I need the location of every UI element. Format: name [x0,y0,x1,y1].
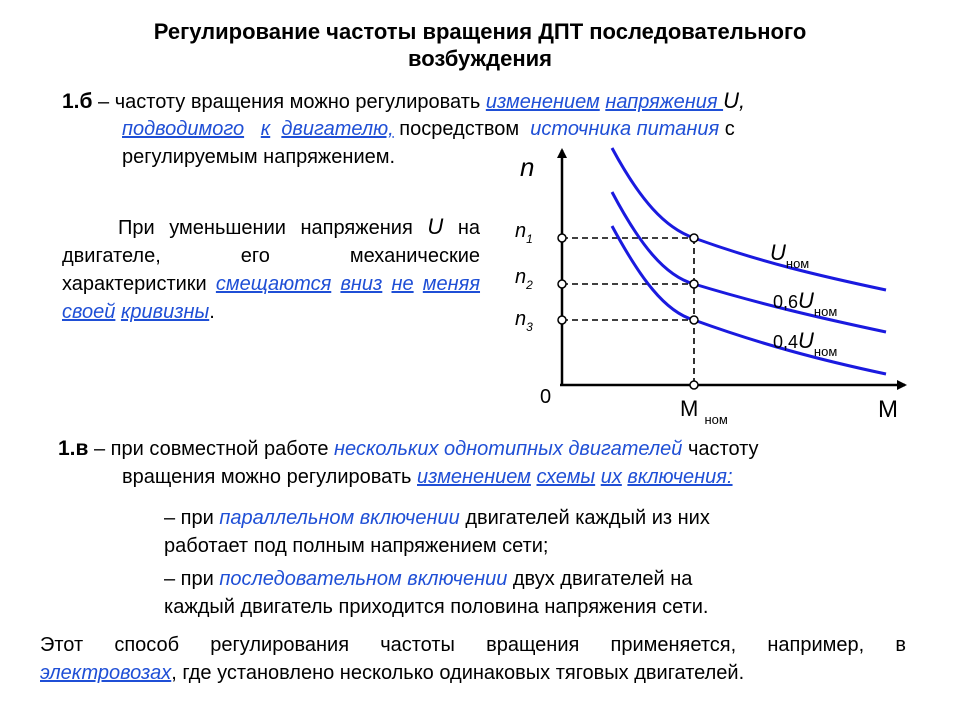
section-v-number: 1.в [58,437,89,460]
footer-line-1: Этот способ регулирования частоты вращения применяется, например, в [40,634,906,656]
link-izmeneniem: изменением [485,91,600,113]
bullet-series-line-2: каждый двигатель приходится половина напряжения сети. [164,596,709,618]
x-axis-label: M [878,396,898,423]
footer-line-2: электровозах, где установлено несколько одинаковых тяговых двигателей. [40,662,745,684]
side-note: При уменьшении напряжения U на двигателе, его механические характеристики смещаются вниз не меняя своей кривизны. [62,214,481,323]
curve3-label: $0,4U_{ном}$ [773,328,838,359]
bullet-parallel-line-2: работает под полным напряжением сети; [164,535,549,557]
curve-06unom [612,192,886,332]
bullet-series: – при последовательном включении двух двигателей на [164,568,693,590]
n3-label: $n_3$ [515,308,533,334]
curve1-label: $U_{ном}$ [770,240,810,271]
origin-label: 0 [540,386,552,408]
n1-label: $n_1$ [515,220,533,246]
bullet-parallel: – при параллельном включении двигателей каждый из них [164,507,710,529]
point-n3-axis [558,316,566,324]
section-b-line-1: 1.б – частоту вращения можно регулировать изменением напряжения U, [62,88,746,113]
point-curve1 [690,234,698,242]
point-n2-axis [558,280,566,288]
point-curve2 [690,280,698,288]
mnom-label: M $_{ном}$ [680,396,728,427]
section-b-line-3: регулируемым напряжением. [122,146,396,168]
curve2-label: $0,6U_{ном}$ [773,288,838,319]
title-line-1: Регулирование частоты вращения ДПТ последовательного [153,19,807,44]
section-v-line-1: 1.в – при совместной работе нескольких однотипных двигателей частоту [58,437,759,460]
section-b-number: 1.б [62,90,93,113]
n2-label: $n_2$ [515,266,533,292]
section-b-line-2: подводимого к двигателю, посредством источника питания с [122,118,735,140]
section-v-line-2: вращения можно регулировать изменением схемы их включения: [122,466,733,488]
y-axis-label: n [520,152,535,182]
point-curve3 [690,316,698,324]
title-line-2: возбуждения [407,46,553,71]
curve-unom [612,148,886,290]
point-n1-axis [558,234,566,242]
point-mnom-axis [690,381,698,389]
